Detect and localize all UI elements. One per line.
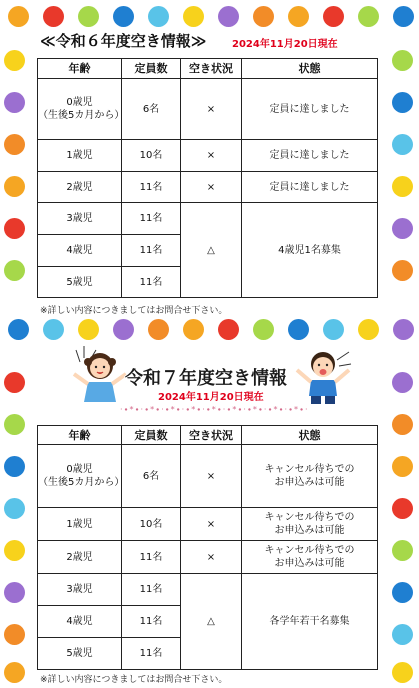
age-cell: 5歳児 [38,267,122,298]
polka-dot [288,6,309,27]
header-availability: 空き状況 [181,59,242,79]
age-note: （生後5カ月から） [38,477,125,488]
decorative-divider: ·∙*∙·∙*∙·∙*∙·∙*∙·∙*∙·∙*∙·∙*∙·∙*∙·∙*∙· [120,405,309,414]
status-cell [242,508,378,541]
capacity-cell: 11名 [122,203,181,235]
polka-dot [218,319,239,340]
polka-dot [393,319,414,340]
polka-dot [253,6,274,27]
polka-dot [78,319,99,340]
header-status: 状態 [242,426,378,445]
table-row [38,541,378,574]
status-line: キャンセル待ちでの [264,464,355,475]
section2-title: 令和７年度空き情報 [125,368,287,389]
polka-dot [4,260,25,281]
polka-dot [392,662,413,683]
polka-dot [8,319,29,340]
polka-dot [4,582,25,603]
polka-dot [4,662,25,683]
section2-table [37,425,378,670]
polka-dot [43,319,64,340]
section2-date: 2024年11月20日現在 [158,392,264,403]
status-cell: 定員に達しました [242,79,378,140]
age-cell: 1歳児 [38,508,122,541]
polka-dot [253,319,274,340]
table-row [38,172,378,203]
header-capacity: 定員数 [122,59,181,79]
polka-dot [4,372,25,393]
cheering-boy-illustration [293,344,355,410]
age-cell: 3歳児 [38,203,122,235]
age-cell: 5歳児 [38,638,122,670]
capacity-cell: 11名 [122,267,181,298]
table-row [38,79,378,140]
header-capacity: 定員数 [122,426,181,445]
merged-availability-cell: △ [181,574,242,670]
capacity-cell: 11名 [122,172,181,203]
age-label: 0歳児 [66,464,93,475]
polka-dot [392,540,413,561]
polka-dot [392,134,413,155]
section1-title: ≪令和６年度空き情報≫ [40,32,207,50]
table-row [38,508,378,541]
merged-status-cell: 各学年若干名募集 [242,574,378,670]
section1-table [37,58,378,298]
section2-note: ※詳しい内容につきましてはお問合せ下さい。 [40,675,228,685]
polka-dot [392,92,413,113]
status-cell: 定員に達しました [242,172,378,203]
polka-dot [183,6,204,27]
polka-dot [4,414,25,435]
age-cell: 3歳児 [38,574,122,606]
polka-dot [8,6,29,27]
table-header-row [38,59,378,79]
table-row [38,140,378,172]
header-age: 年齢 [38,426,122,445]
age-cell: 4歳児 [38,606,122,638]
polka-dot [392,50,413,71]
capacity-cell: 11名 [122,235,181,267]
polka-dot [4,50,25,71]
polka-dot [4,456,25,477]
polka-dot [4,498,25,519]
availability-cell: × [181,79,242,140]
polka-dot [392,414,413,435]
age-cell: 2歳児 [38,172,122,203]
availability-cell: × [181,541,242,574]
status-cell [242,541,378,574]
age-cell: 1歳児 [38,140,122,172]
polka-dot [4,624,25,645]
polka-dot [392,582,413,603]
status-cell [242,445,378,508]
age-label: 0歳児 [66,97,93,108]
status-line: お申込みは可能 [274,558,345,569]
header-status: 状態 [242,59,378,79]
polka-dot [113,319,134,340]
polka-dot [323,319,344,340]
availability-cell: × [181,445,242,508]
polka-dot [4,176,25,197]
status-line: お申込みは可能 [274,525,345,536]
polka-dot [392,498,413,519]
table-row [38,203,378,235]
age-cell: 4歳児 [38,235,122,267]
capacity-cell: 11名 [122,574,181,606]
polka-dot [323,6,344,27]
polka-dot [148,6,169,27]
age-cell [38,445,125,508]
age-note: （生後5カ月から） [38,110,125,121]
polka-dot [43,6,64,27]
status-line: お申込みは可能 [274,477,345,488]
capacity-cell: 10名 [122,508,181,541]
polka-dot [288,319,309,340]
polka-dot [392,624,413,645]
polka-dot [113,6,134,27]
status-line: キャンセル待ちでの [264,512,355,523]
age-cell [38,79,125,140]
section1-note: ※詳しい内容につきましてはお問合せ下さい。 [40,306,228,316]
polka-dot [78,6,99,27]
cheering-girl-illustration [70,344,130,406]
availability-cell: × [181,508,242,541]
polka-dot [218,6,239,27]
capacity-cell: 11名 [122,638,181,670]
availability-cell: × [181,140,242,172]
polka-dot [392,456,413,477]
availability-cell: × [181,172,242,203]
section1-date: 2024年11月20日現在 [232,39,338,50]
table-row [38,445,378,508]
polka-dot [4,218,25,239]
capacity-cell: 6名 [122,445,181,508]
merged-availability-cell: △ [181,203,242,298]
polka-dot [4,540,25,561]
polka-dot [392,372,413,393]
header-age: 年齢 [38,59,122,79]
polka-dot [392,176,413,197]
merged-status-cell: 4歳児1名募集 [242,203,378,298]
polka-dot [358,6,379,27]
polka-dot [392,218,413,239]
polka-dot [392,260,413,281]
status-cell: 定員に達しました [242,140,378,172]
polka-dot [148,319,169,340]
table-header-row [38,426,378,445]
status-line: キャンセル待ちでの [264,545,355,556]
polka-dot [4,134,25,155]
capacity-cell: 6名 [122,79,181,140]
age-cell: 2歳児 [38,541,122,574]
capacity-cell: 11名 [122,606,181,638]
capacity-cell: 11名 [122,541,181,574]
header-availability: 空き状況 [181,426,242,445]
polka-dot [4,92,25,113]
polka-dot [183,319,204,340]
polka-dot [393,6,414,27]
capacity-cell: 10名 [122,140,181,172]
table-row [38,574,378,606]
polka-dot [358,319,379,340]
